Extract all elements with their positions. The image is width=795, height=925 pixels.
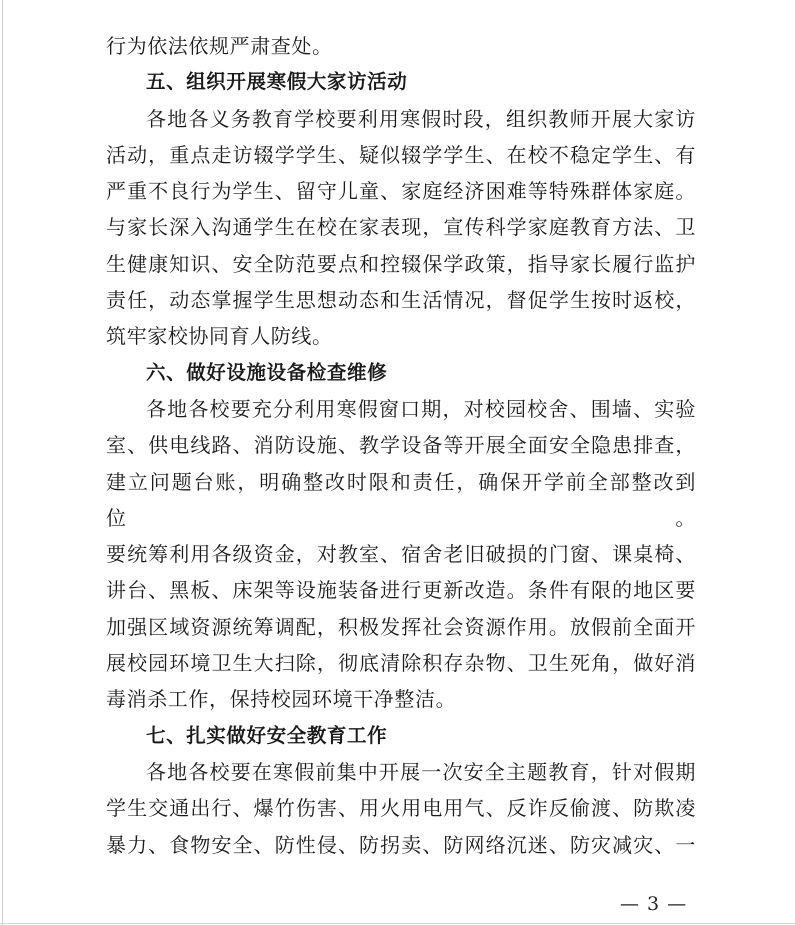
paragraph-line: 毒消杀工作，保持校园环境干净整洁。: [106, 687, 457, 712]
section-heading: 六、做好设施设备检查维修: [146, 360, 388, 384]
paragraph-line: 生健康知识、安全防范要点和控辍保学政策，指导家长履行监护: [106, 251, 696, 276]
paragraph-line: 室、供电线路、消防设施、教学设备等开展全面安全隐患排查，: [106, 433, 696, 458]
section-heading: 五、组织开展寒假大家访活动: [146, 70, 408, 94]
page-number: — 3 —: [620, 893, 688, 915]
paragraph-line: 展校园环境卫生大扫除，彻底清除积存杂物、卫生死角，做好消: [106, 651, 696, 676]
paragraph-line: 建立问题台账，明确整改时限和责任，确保开学前全部整改到位。: [106, 469, 696, 530]
paragraph-line: 行为依法依规严肃查处。: [106, 34, 333, 58]
paragraph-line: 与家长深入沟通学生在校在家表现，宣传科学家庭教育方法、卫: [106, 215, 696, 240]
paragraph-line: 各地各义务教育学校要利用寒假时段，组织教师开展大家访: [146, 106, 696, 131]
page-bottom-edge: [0, 923, 795, 924]
paragraph-line: 活动，重点走访辍学学生、疑似辍学学生、在校不稳定学生、有: [106, 142, 696, 167]
paragraph-line: 学生交通出行、爆竹伤害、用火用电用气、反诈反偷渡、防欺凌: [106, 796, 696, 821]
paragraph-line: 各地各校要充分利用寒假窗口期，对校园校舍、围墙、实验: [146, 396, 696, 421]
paragraph-line: 各地各校要在寒假前集中开展一次安全主题教育，针对假期: [146, 759, 696, 784]
paragraph-line: 要统筹利用各级资金，对教室、宿舍老旧破损的门窗、课桌椅、: [106, 542, 696, 567]
paragraph-line: 暴力、食物安全、防性侵、防拐卖、防网络沉迷、防灾减灾、一: [106, 832, 696, 857]
paragraph-line: 加强区域资源统筹调配，积极发挥社会资源作用。放假前全面开: [106, 614, 696, 639]
section-heading: 七、扎实做好安全教育工作: [146, 723, 388, 747]
paragraph-line: 责任，动态掌握学生思想动态和生活情况，督促学生按时返校，: [106, 288, 696, 313]
document-page: [106, 28, 696, 863]
paragraph-line: 筑牢家校协同育人防线。: [106, 324, 333, 349]
paragraph-line: 讲台、黑板、床架等设施装备进行更新改造。条件有限的地区要: [106, 578, 696, 603]
page-left-edge: [2, 0, 3, 925]
paragraph-line: 严重不良行为学生、留守儿童、家庭经济困难等特殊群体家庭。: [106, 179, 696, 204]
